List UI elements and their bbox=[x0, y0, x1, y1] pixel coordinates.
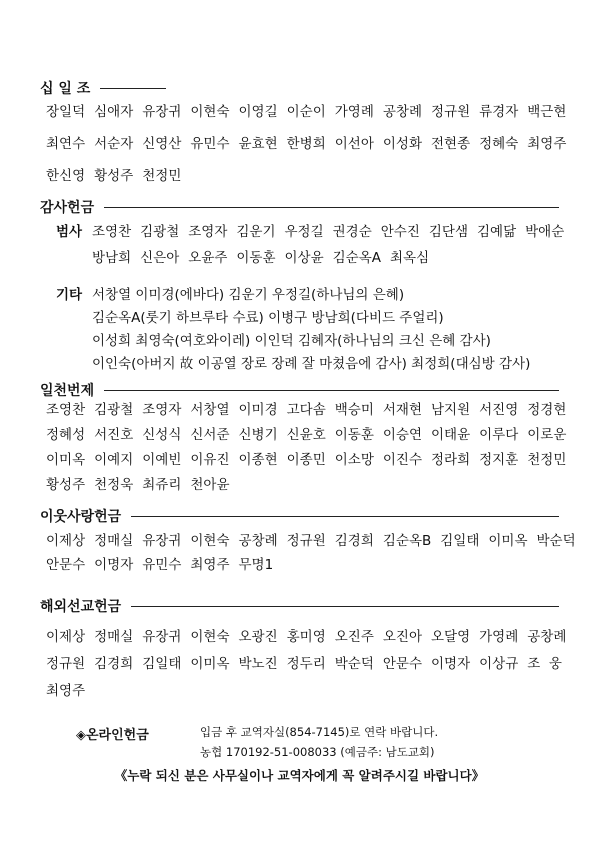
name-row bbox=[46, 624, 575, 651]
donor-name: 이예빈 bbox=[142, 452, 182, 468]
donor-name: 유민수 bbox=[190, 136, 230, 152]
donor-name: 신윤호 bbox=[286, 427, 326, 443]
donor-name: 이동훈 bbox=[236, 250, 276, 266]
donor-name: 백승미 bbox=[334, 402, 374, 418]
donor-name: 조영찬 bbox=[92, 224, 132, 240]
donor-name: 이현숙 bbox=[190, 533, 230, 549]
donor-name: 정두리 bbox=[286, 656, 326, 672]
donor-name: 조 웅 bbox=[527, 656, 562, 672]
donor-name: 이성화 bbox=[382, 136, 422, 152]
omission-notice: 《누락 되신 분은 사무실이나 교역자에게 꼭 알려주시길 바랍니다》 bbox=[114, 768, 485, 783]
donor-name: 최영주 bbox=[46, 683, 86, 699]
donor-name: 이현숙 bbox=[190, 629, 230, 645]
donor-name: 안문수 bbox=[46, 557, 86, 573]
donor-name: 이제상 bbox=[46, 533, 86, 549]
donor-name: 정혜성 bbox=[46, 427, 86, 443]
donor-name: 김경희 bbox=[334, 533, 374, 549]
donor-name: 유장귀 bbox=[142, 629, 182, 645]
divider bbox=[131, 606, 559, 607]
donor-name: 황성주 bbox=[94, 168, 134, 184]
donor-name: 이미옥 bbox=[190, 656, 230, 672]
donor-name: 오광진 bbox=[238, 629, 278, 645]
donor-name: 이상규 bbox=[479, 656, 519, 672]
donor-name: 최영주 bbox=[527, 136, 567, 152]
name-row bbox=[46, 98, 575, 126]
section-title: 십 일 조 bbox=[40, 81, 91, 97]
donor-name: 신병기 bbox=[238, 427, 278, 443]
etc-gift-line: 이성희 최영숙(여호와이레) 이인덕 김혜자(하나님의 크신 은혜 감사) bbox=[92, 333, 491, 349]
donor-name: 백근현 bbox=[527, 104, 567, 120]
name-row bbox=[92, 245, 573, 271]
name-row bbox=[46, 651, 575, 678]
donor-name: 이종현 bbox=[238, 452, 278, 468]
donor-name: 류경자 bbox=[479, 104, 519, 120]
name-row bbox=[46, 423, 575, 448]
donor-name: 정규원 bbox=[46, 656, 86, 672]
donor-name: 유장귀 bbox=[142, 104, 182, 120]
donor-name: 정규원 bbox=[286, 533, 326, 549]
donor-name: 신성식 bbox=[142, 427, 182, 443]
donor-name: 공창례 bbox=[527, 629, 567, 645]
section-heading-overseas-mission bbox=[40, 596, 559, 616]
donor-name: 이동훈 bbox=[334, 427, 374, 443]
name-row bbox=[46, 448, 575, 473]
donor-name: 서진영 bbox=[479, 402, 519, 418]
online-offering-account: 농협 170192-51-008033 (예금주: 남도교회) bbox=[200, 745, 435, 759]
section-heading-tithe bbox=[40, 78, 559, 98]
donor-name: 오달영 bbox=[431, 629, 471, 645]
donor-name: 이현숙 bbox=[190, 104, 230, 120]
donor-name: 이예지 bbox=[94, 452, 134, 468]
donor-name: 이제상 bbox=[46, 629, 86, 645]
donor-name: 오윤주 bbox=[188, 250, 228, 266]
donor-name: 홍미영 bbox=[286, 629, 326, 645]
donor-name: 최쥬리 bbox=[142, 477, 182, 493]
section-title: 일천번제 bbox=[40, 383, 95, 399]
section-title: 감사헌금 bbox=[40, 200, 95, 216]
donor-name: 조영자 bbox=[142, 402, 182, 418]
donor-name: 한병희 bbox=[286, 136, 326, 152]
donor-name: 이상윤 bbox=[284, 250, 324, 266]
donor-name: 공창례 bbox=[238, 533, 278, 549]
donor-name: 천아윤 bbox=[190, 477, 230, 493]
donor-name: 안수진 bbox=[380, 224, 420, 240]
donor-name: 김운기 bbox=[236, 224, 276, 240]
donor-name: 정라희 bbox=[431, 452, 471, 468]
subsection-label-bumsa: 범사 bbox=[56, 224, 83, 240]
donor-name: 최연수 bbox=[46, 136, 86, 152]
donor-name: 천정민 bbox=[142, 168, 182, 184]
donor-name: 이명자 bbox=[94, 557, 134, 573]
online-offering-contact: 입금 후 교역자실(854-7145)로 연락 바랍니다. bbox=[200, 725, 439, 739]
donor-name: 박애순 bbox=[525, 224, 565, 240]
donor-name: 신은아 bbox=[140, 250, 180, 266]
donor-name: 김일태 bbox=[142, 656, 182, 672]
donor-name: 유장귀 bbox=[142, 533, 182, 549]
donor-name: 이로운 bbox=[527, 427, 567, 443]
donor-name: 이미경 bbox=[238, 402, 278, 418]
donor-name: 권경순 bbox=[332, 224, 372, 240]
donor-name: 이루다 bbox=[479, 427, 519, 443]
donor-name: 정혜숙 bbox=[479, 136, 519, 152]
name-row bbox=[46, 553, 585, 577]
donor-name: 유민수 bbox=[142, 557, 182, 573]
donor-name: 이선아 bbox=[334, 136, 374, 152]
thousand-offering-names bbox=[46, 398, 575, 498]
donor-name: 신영산 bbox=[142, 136, 182, 152]
donor-name: 이미옥 bbox=[46, 452, 86, 468]
donor-name: 이소망 bbox=[334, 452, 374, 468]
donor-name: 오진주 bbox=[334, 629, 374, 645]
donor-name: 신서준 bbox=[190, 427, 230, 443]
section-heading-thanksgiving bbox=[40, 197, 559, 217]
donor-name: 전현종 bbox=[431, 136, 471, 152]
donor-name: 이승연 bbox=[382, 427, 422, 443]
donor-name: 이명자 bbox=[431, 656, 471, 672]
donor-name: 공창례 bbox=[382, 104, 422, 120]
donor-name: 천정민 bbox=[527, 452, 567, 468]
divider bbox=[104, 207, 559, 208]
name-row bbox=[46, 398, 575, 423]
etc-gift-line: 김순옥A(룻기 하브루타 수료) 이병구 방남희(다비드 주얼리) bbox=[92, 310, 444, 326]
donor-name: 이영길 bbox=[238, 104, 278, 120]
donor-name: 방남희 bbox=[92, 250, 132, 266]
donor-name: 이종민 bbox=[286, 452, 326, 468]
donor-name: 김경희 bbox=[94, 656, 134, 672]
donor-name: 이순이 bbox=[286, 104, 326, 120]
donor-name: 김순옥A bbox=[332, 250, 381, 266]
name-row bbox=[46, 473, 575, 498]
donor-name: 김순옥B bbox=[382, 533, 432, 549]
donor-name: 윤효현 bbox=[238, 136, 278, 152]
donor-name: 박순덕 bbox=[334, 656, 374, 672]
donor-name: 정지훈 bbox=[479, 452, 519, 468]
donor-name: 김광철 bbox=[94, 402, 134, 418]
neighbor-love-names bbox=[46, 529, 585, 577]
name-row bbox=[46, 678, 575, 705]
online-offering-label: ◈온라인헌금 bbox=[76, 728, 149, 743]
section-title: 이웃사랑헌금 bbox=[40, 509, 122, 525]
donor-name: 서창열 bbox=[190, 402, 230, 418]
donor-name: 서진호 bbox=[94, 427, 134, 443]
donor-name: 박순덕 bbox=[536, 533, 576, 549]
donor-name: 가영례 bbox=[334, 104, 374, 120]
section-heading-thousand-offering bbox=[40, 380, 559, 400]
donor-name: 박노진 bbox=[238, 656, 278, 672]
donor-name: 남지원 bbox=[431, 402, 471, 418]
etc-gift-line: 이인숙(아버지 故 이공열 장로 장례 잘 마쳤음에 감사) 최정희(대심방 감사) bbox=[92, 356, 531, 372]
donor-name: 무명1 bbox=[238, 557, 274, 573]
name-row bbox=[46, 130, 575, 158]
donor-name: 이유진 bbox=[190, 452, 230, 468]
divider bbox=[131, 516, 559, 517]
donor-name: 김광철 bbox=[140, 224, 180, 240]
donor-name: 장일덕 bbox=[46, 104, 86, 120]
donor-name: 우정길 bbox=[284, 224, 324, 240]
donor-name: 오진아 bbox=[382, 629, 422, 645]
tithe-names bbox=[46, 98, 575, 190]
donor-name: 안문수 bbox=[382, 656, 422, 672]
donor-name: 정경현 bbox=[527, 402, 567, 418]
donor-name: 황성주 bbox=[46, 477, 86, 493]
section-title: 해외선교헌금 bbox=[40, 599, 122, 615]
name-row bbox=[92, 219, 573, 245]
divider bbox=[104, 390, 559, 391]
donor-name: 이미옥 bbox=[488, 533, 528, 549]
donor-name: 서재현 bbox=[382, 402, 422, 418]
donor-name: 김일태 bbox=[440, 533, 480, 549]
etc-gift-line: 서창열 이미경(에바다) 김운기 우정길(하나님의 은혜) bbox=[92, 287, 405, 303]
donor-name: 정매실 bbox=[94, 533, 134, 549]
section-heading-neighbor-love bbox=[40, 506, 559, 526]
name-row bbox=[46, 162, 575, 190]
overseas-mission-names bbox=[46, 624, 575, 705]
donor-name: 김예닮 bbox=[477, 224, 517, 240]
donor-name: 심애자 bbox=[94, 104, 134, 120]
name-row bbox=[46, 529, 585, 553]
donor-name: 고다솜 bbox=[286, 402, 326, 418]
donor-name: 최옥심 bbox=[389, 250, 430, 266]
donor-name: 이태윤 bbox=[431, 427, 471, 443]
donor-name: 한신영 bbox=[46, 168, 86, 184]
donor-name: 이진수 bbox=[382, 452, 422, 468]
bumsa-names bbox=[92, 219, 573, 271]
donor-name: 조영자 bbox=[188, 224, 228, 240]
subsection-label-etc: 기타 bbox=[56, 287, 83, 303]
donor-name: 가영례 bbox=[479, 629, 519, 645]
donor-name: 천정욱 bbox=[94, 477, 134, 493]
divider bbox=[100, 88, 166, 89]
donor-name: 정규원 bbox=[431, 104, 471, 120]
donor-name: 김단샘 bbox=[428, 224, 468, 240]
donor-name: 조영찬 bbox=[46, 402, 86, 418]
donor-name: 서순자 bbox=[94, 136, 134, 152]
donor-name: 최영주 bbox=[190, 557, 230, 573]
donor-name: 정매실 bbox=[94, 629, 134, 645]
